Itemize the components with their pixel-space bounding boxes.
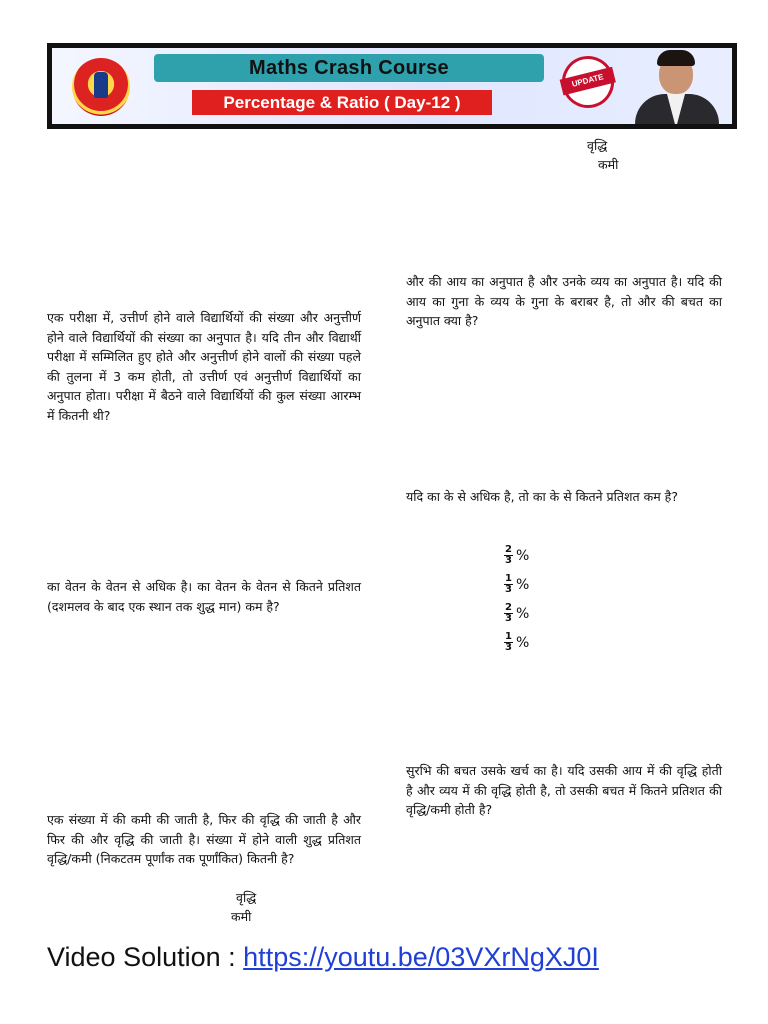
fraction-numerator: 1	[505, 631, 512, 642]
option-d[interactable]	[504, 632, 529, 653]
fraction-denominator: 3	[505, 555, 512, 566]
stamp-text: UPDATE	[560, 67, 616, 96]
fraction-denominator: 3	[505, 642, 512, 653]
fraction	[504, 603, 513, 624]
ssc-emblem-icon	[72, 58, 130, 116]
question-savings-text: सुरभि की बचत उसके खर्च का है। यदि उसकी आय में की वृद्धि होती है और व्यय में की वृद्धि होती है, तो उसकी बचत में कितने प्रतिशत की वृद्धि/कमी होती है?	[406, 763, 722, 817]
fraction-denominator: 3	[505, 584, 512, 595]
fraction	[504, 545, 513, 566]
top-note-decrease: कमी	[598, 157, 619, 172]
question-exam-students	[47, 308, 361, 425]
course-title: Maths Crash Course	[154, 54, 544, 82]
question-savings	[406, 761, 722, 820]
video-solution-link[interactable]: https://youtu.be/03VXrNgXJ0I	[243, 942, 599, 972]
question-income-ratio-text: और की आय का अनुपात है और उनके व्यय का अनुपात है। यदि की आय का गुना के व्यय के गुना के बराबर है, तो और की बचत का अनुपात क्या है?	[406, 274, 722, 328]
question-salary-text: का वेतन के वेतन से अधिक है। का वेतन के वेतन से कितने प्रतिशत (दशमलव के बाद एक स्थान तक शुद्ध मान) कम है?	[47, 579, 361, 614]
question-salary	[47, 577, 361, 616]
option-c[interactable]	[504, 603, 529, 624]
fraction	[504, 632, 513, 653]
question-net-change	[47, 810, 361, 869]
banner-background	[52, 48, 732, 124]
question-percent-less	[406, 487, 722, 507]
top-note-increase: वृद्धि	[587, 138, 608, 153]
bottom-note-increase: वृद्धि	[236, 890, 257, 905]
percent-sign: %	[515, 634, 530, 651]
option-a[interactable]	[504, 545, 529, 566]
course-subtitle: Percentage & Ratio ( Day-12 )	[192, 90, 492, 115]
instructor-photo	[627, 50, 727, 124]
fraction	[504, 574, 513, 595]
header-banner	[47, 43, 737, 129]
instructor-hair	[657, 50, 695, 66]
question-net-change-text: एक संख्या में की कमी की जाती है, फिर की वृद्धि की जाती है और फिर की और वृद्धि की जाती है। संख्या में होने वाली शुद्ध प्रतिशत वृद्धि/कमी (निकटतम पूर्णांक तक पूर्णांकित) कितनी है?	[47, 812, 361, 866]
fraction-denominator: 3	[505, 613, 512, 624]
percent-sign: %	[515, 547, 530, 564]
percent-sign: %	[515, 576, 530, 593]
percent-sign: %	[515, 605, 530, 622]
fraction-numerator: 1	[505, 573, 512, 584]
question-exam-students-text: एक परीक्षा में, उत्तीर्ण होने वाले विद्यार्थियों की संख्या और अनुत्तीर्ण होने वाले विद्यार्थियों की संख्या का अनुपात है। यदि तीन और विद्यार्थी परीक्षा में सम्मिलित हुए होते और अनुत्तीर्ण होने वालों की संख्या पहले की तुलना में 3 कम होती, तो उत्तीर्ण एवं अनुत्तीर्ण विद्यार्थियों का अनुपात होता। परीक्षा में बैठने वाले विद्यार्थियों की कुल संख्या आरम्भ में कितनी थी?	[47, 310, 361, 423]
question-percent-less-text: यदि का के से अधिक है, तो का के से कितने प्रतिशत कम है?	[406, 489, 678, 504]
bottom-note-decrease: कमी	[231, 909, 252, 924]
fraction-numerator: 2	[505, 602, 512, 613]
question-income-ratio	[406, 272, 722, 331]
fraction-numerator: 2	[505, 544, 512, 555]
video-solution-label: Video Solution :	[47, 942, 236, 972]
video-solution	[47, 942, 599, 973]
option-b[interactable]	[504, 574, 529, 595]
update-stamp-icon	[556, 50, 619, 113]
